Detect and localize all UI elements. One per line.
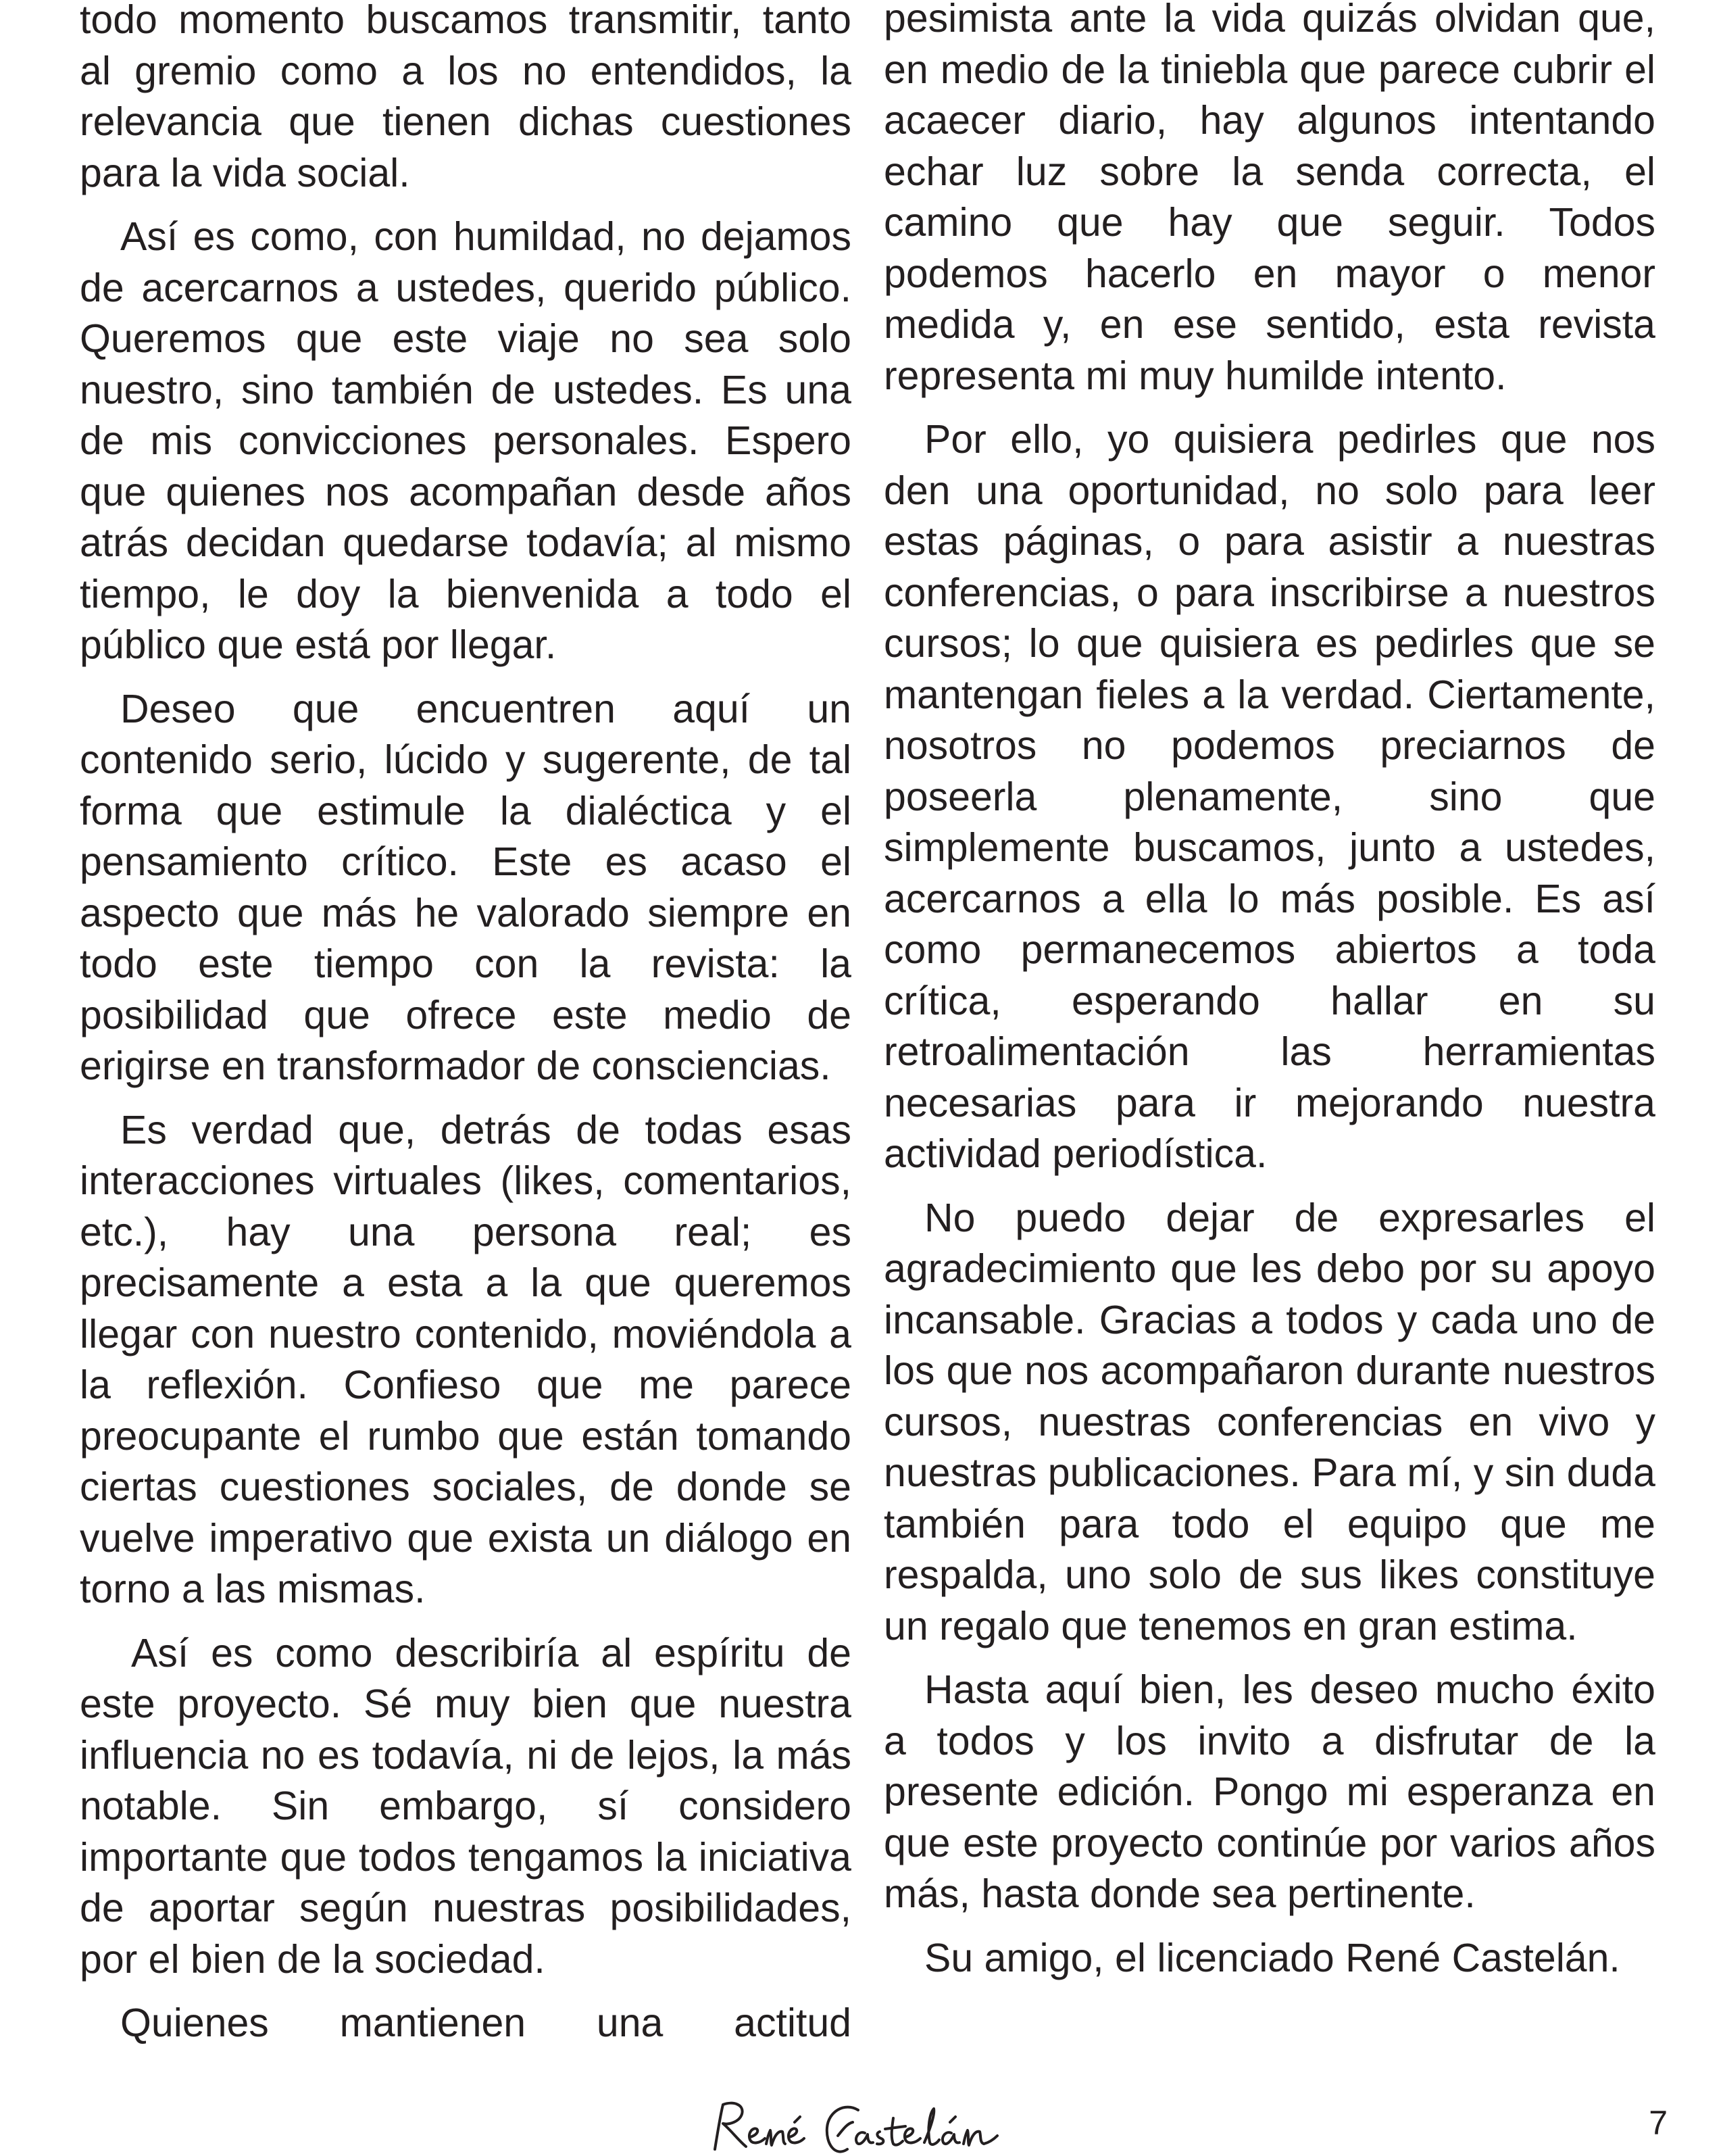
paragraph: pesimista ante la vida quizás olvidan que, en medio de la tiniebla que parece cubrir el acaecer diario, hay algunos intentando echar luz sobre la senda correcta, el camino que hay que seguir. Todos podemos hacerlo en mayor o menor medida y, en ese sentido, esta revista representa mi muy humilde intento. — [884, 0, 1655, 398]
paragraph: Es verdad que, detrás de todas esas interacciones virtuales (likes, comentarios, etc.), hay una persona real; es precisamente a esta a la que queremos llegar con nuestro contenido, moviéndola a la reflexión. Confieso que me parece preocupante el rumbo que están tomando ciertas cuestiones sociales, de donde se vuelve imperativo que exista un diálogo en torno a las mismas. — [80, 1107, 851, 1611]
closing-line: Su amigo, el licenciado René Castelán. — [924, 1935, 1620, 1980]
right-column — [884, 0, 1655, 1996]
paragraph: Así es como describiría al espíritu de este proyecto. Sé muy bien que nuestra influencia no es todavía, ni de lejos, la más notable. Sin embargo, sí considero importante que todos tengamos la iniciativa de aportar según nuestras posibilidades, por el bien de la sociedad. — [80, 1630, 851, 1982]
left-column — [80, 0, 851, 2062]
signature-image — [703, 2095, 1041, 2156]
paragraph: Por ello, yo quisiera pedirles que nos den una oportunidad, no solo para leer estas páginas, o para asistir a nuestras conferencias, o para inscribirse a nuestros cursos; lo que quisiera es pedirles que se mantengan fieles a la verdad. Ciertamente, nosotros no podemos preciarnos de poseerla plenamente, sino que simplemente buscamos, junto a ustedes, acercarnos a ella lo más posible. Es así como permanecemos abiertos a toda crítica, esperando hallar en su retroalimentación las herramientas necesarias para ir mejorando nuestra actividad periodística. — [884, 417, 1655, 1176]
paragraph: Quienes mantienen una actitud — [120, 2001, 851, 2045]
paragraph: Hasta aquí bien, les deseo mucho éxito a todos y los invito a disfrutar de la presente edición. Pongo mi esperanza en que este proyecto continúe por varios años más, hasta donde sea pertinente. — [884, 1667, 1655, 1916]
paragraph: No puedo dejar de expresarles el agradecimiento que les debo por su apoyo incansable. Gracias a todos y cada uno de los que nos acompañaron durante nuestros cursos, nuestras conferencias en vivo y nuestras publicaciones. Para mí, y sin duda también para todo el equipo que me respalda, uno solo de sus likes constituye un regalo que tenemos en gran estima. — [884, 1195, 1655, 1648]
paragraph: Deseo que encuentren aquí un contenido serio, lúcido y sugerente, de tal forma que estimule la dialéctica y el pensamiento crítico. Este es acaso el aspecto que más he valorado siempre en todo este tiempo con la revista: la posibilidad que ofrece este medio de erigirse en transformador de consciencias. — [80, 686, 851, 1088]
paragraph: Así es como, con humildad, no dejamos de acercarnos a ustedes, querido público. Queremos que este viaje no sea solo nuestro, sino también de ustedes. Es una de mis convicciones personales. Espero que quienes nos acompañan desde años atrás decidan quedarse todavía; al mismo tiempo, le doy la bienvenida a todo el público que está por llegar. — [80, 214, 851, 667]
paragraph: todo momento buscamos transmitir, tanto al gremio como a los no entendidos, la relevancia que tienen dichas cuestiones para la vida social. — [80, 0, 851, 195]
page-number: 7 — [1649, 2104, 1668, 2142]
